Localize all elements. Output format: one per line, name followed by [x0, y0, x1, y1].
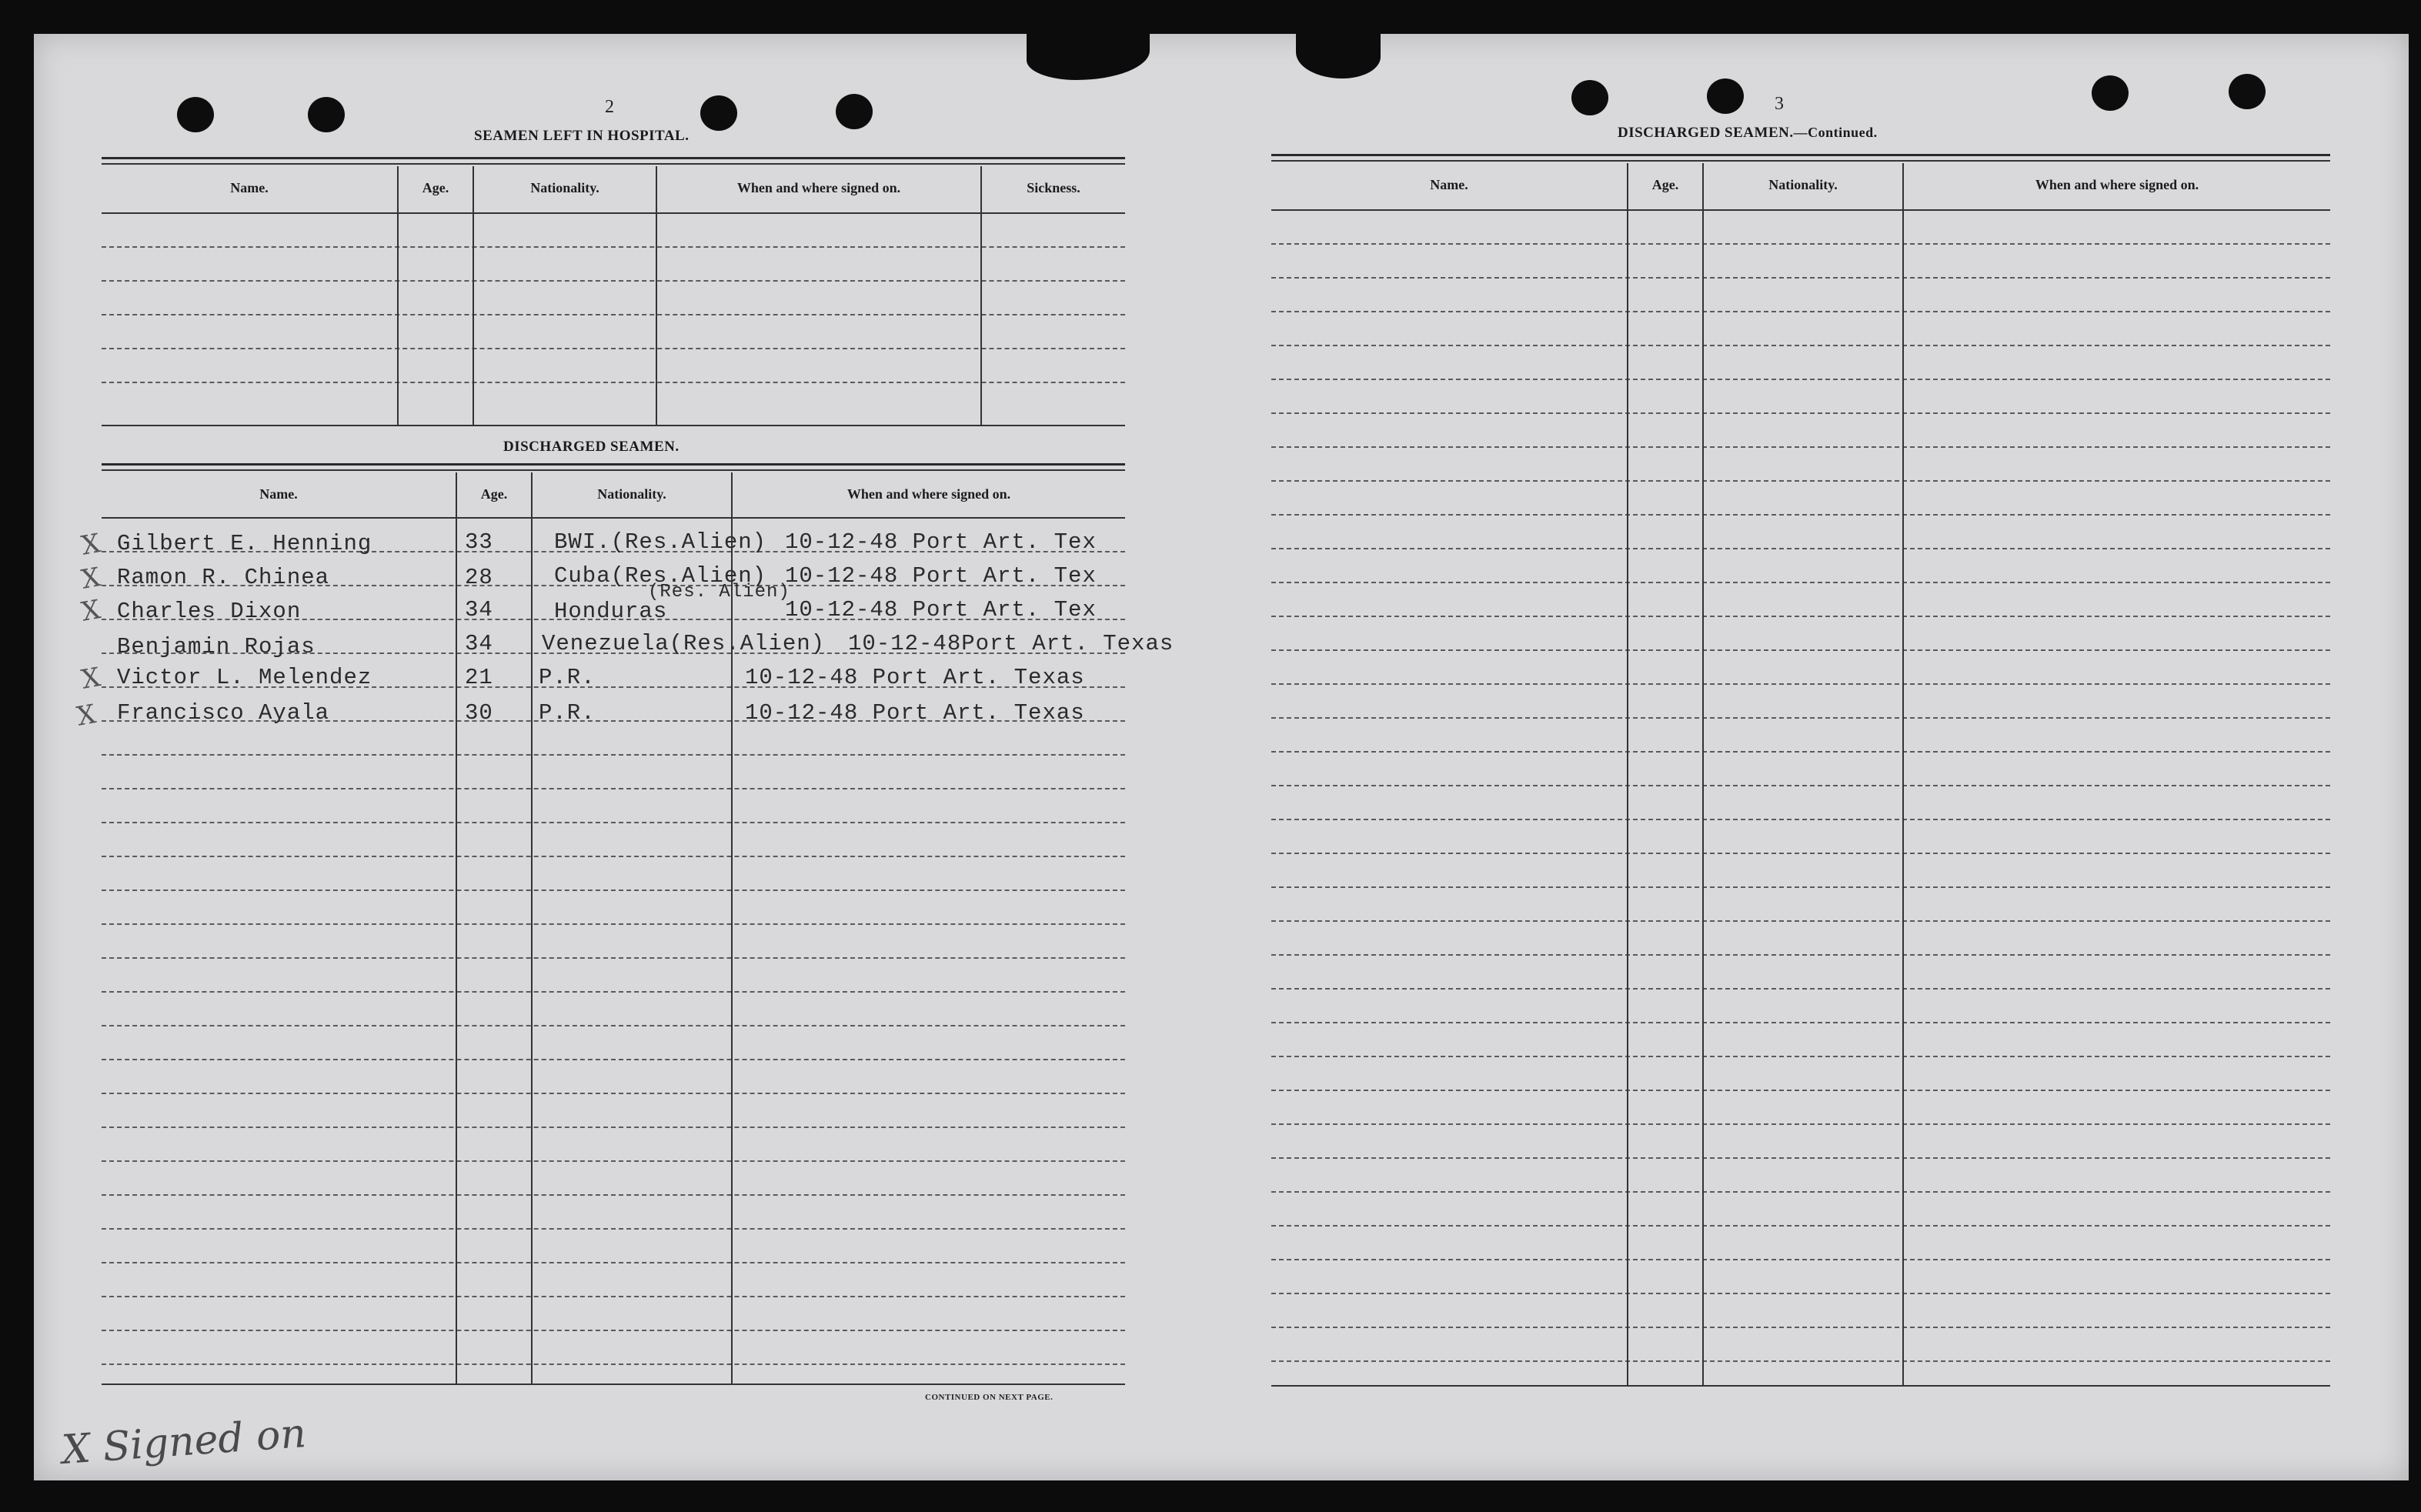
torn-edge [1027, 31, 1150, 80]
ruled-line [102, 1330, 1125, 1331]
ruled-line [102, 890, 1125, 891]
ruled-line [1271, 1225, 2330, 1227]
rule [1271, 160, 2330, 162]
punch-hole [2229, 74, 2266, 109]
ruled-line [1271, 548, 2330, 549]
document-sheet [34, 34, 2409, 1480]
ruled-line [1271, 1123, 2330, 1125]
page-number-right: 3 [1775, 94, 1784, 114]
ruled-line [1271, 446, 2330, 448]
discharged-header-age: Age. [480, 486, 508, 502]
ruled-line [1271, 1191, 2330, 1193]
discharged-header-signed-on: When and where signed on. [847, 486, 1011, 502]
ruled-line [102, 856, 1125, 857]
punch-hole [836, 94, 873, 129]
rule [102, 469, 1125, 471]
ruled-line [1271, 683, 2330, 685]
continued-title-suffix: —Continued. [1793, 125, 1878, 140]
row-age: 21 [465, 665, 493, 690]
row-nationality: Cuba(Res.Alien) [554, 563, 767, 589]
row-signed-on: 10-12-48 Port Art. Tex [785, 563, 1097, 589]
check-mark: X [78, 594, 103, 628]
column-divider [531, 472, 533, 1383]
ruled-line [1271, 616, 2330, 617]
ruled-line [102, 991, 1125, 993]
punch-hole [1571, 80, 1608, 115]
punch-hole [308, 97, 345, 132]
column-divider [980, 166, 982, 425]
punch-hole [177, 97, 214, 132]
ruled-line [102, 957, 1125, 959]
discharged-header-name: Name. [259, 486, 298, 502]
row-name: Charles Dixon [117, 599, 302, 624]
page-number-left: 2 [605, 97, 614, 117]
ruled-line [102, 1126, 1125, 1128]
column-divider [1902, 163, 1904, 1385]
rule [1271, 154, 2330, 156]
row-age: 30 [465, 700, 493, 726]
ruled-line [1271, 379, 2330, 380]
ruled-line [102, 1160, 1125, 1162]
continued-title-main: DISCHARGED SEAMEN. [1618, 125, 1794, 141]
column-divider [456, 472, 457, 1383]
ruled-line [102, 1228, 1125, 1230]
handwritten-note: X Signed on [60, 1410, 308, 1474]
ruled-line [102, 1194, 1125, 1196]
column-divider [397, 166, 399, 425]
row-signed-on: 10-12-48 Port Art. Texas [745, 700, 1085, 726]
discharged-header-nationality: Nationality. [597, 486, 666, 502]
row-name: Ramon R. Chinea [117, 565, 330, 590]
continued-footer: CONTINUED ON NEXT PAGE. [925, 1393, 1054, 1402]
ruled-line [1271, 1157, 2330, 1159]
check-mark: X [78, 528, 103, 562]
column-divider [473, 166, 474, 425]
ruled-line [102, 754, 1125, 756]
ruled-line [102, 1025, 1125, 1026]
row-signed-on: 10-12-48 Port Art. Tex [785, 597, 1097, 622]
ruled-line [102, 348, 1125, 349]
ruled-line [102, 788, 1125, 789]
ruled-line [1271, 1022, 2330, 1023]
row-name: Victor L. Melendez [117, 665, 372, 690]
ruled-line [1271, 1360, 2330, 1362]
row-nationality: BWI.(Res.Alien) [554, 529, 767, 555]
ruled-line [1271, 1090, 2330, 1091]
continued-section-title [1618, 125, 1878, 142]
rule [102, 463, 1125, 466]
right-header-signed-on: When and where signed on. [2035, 177, 2199, 192]
ruled-line [1271, 853, 2330, 854]
ruled-line [1271, 345, 2330, 346]
row-name: Gilbert E. Henning [117, 531, 372, 556]
rule [102, 1383, 1125, 1385]
row-nationality: Venezuela(Res.Alien) [542, 631, 826, 656]
row-nationality-note: (Res. Alien) [648, 582, 790, 602]
ruled-line [1271, 277, 2330, 279]
rule [102, 163, 1125, 165]
ruled-line [102, 1296, 1125, 1297]
rule [102, 425, 1125, 426]
torn-edge [1296, 31, 1381, 78]
check-mark: X [78, 562, 103, 596]
ruled-line [1271, 920, 2330, 922]
column-divider [1702, 163, 1704, 1385]
right-header-name: Name. [1430, 177, 1468, 192]
rule [1271, 209, 2330, 211]
ruled-line [102, 246, 1125, 248]
row-age: 34 [465, 631, 493, 656]
row-age: 33 [465, 529, 493, 555]
row-signed-on: 10-12-48 Port Art. Texas [745, 665, 1085, 690]
right-header-age: Age. [1651, 177, 1679, 192]
ruled-line [102, 314, 1125, 315]
row-nationality: Honduras [554, 599, 668, 624]
ruled-line [1271, 988, 2330, 990]
check-mark: X [74, 699, 99, 733]
ruled-line [102, 382, 1125, 383]
punch-hole [1707, 78, 1744, 114]
discharged-section-title: DISCHARGED SEAMEN. [503, 439, 680, 455]
column-divider [731, 472, 733, 1383]
ruled-line [1271, 514, 2330, 516]
column-divider [656, 166, 657, 425]
ruled-line [1271, 1056, 2330, 1057]
ruled-line [1271, 886, 2330, 888]
ruled-line [1271, 751, 2330, 753]
row-name: Francisco Ayala [117, 700, 330, 726]
ruled-line [102, 923, 1125, 925]
ruled-line [1271, 582, 2330, 583]
right-header-nationality: Nationality. [1768, 177, 1838, 192]
ruled-line [1271, 954, 2330, 956]
column-divider [1627, 163, 1628, 1385]
ruled-line [1271, 412, 2330, 414]
punch-hole [2092, 75, 2129, 111]
hospital-header-nationality: Nationality. [530, 180, 599, 195]
ruled-line [102, 280, 1125, 282]
row-nationality: P.R. [539, 665, 596, 690]
hospital-section-title: SEAMEN LEFT IN HOSPITAL. [474, 128, 690, 144]
check-mark: X [78, 662, 103, 696]
row-signed-on: 10-12-48 Port Art. Tex [785, 529, 1097, 555]
hospital-header-sickness: Sickness. [1027, 180, 1080, 195]
row-age: 28 [465, 565, 493, 590]
ruled-line [1271, 243, 2330, 245]
ruled-line [102, 1262, 1125, 1263]
rule [102, 517, 1125, 519]
row-nationality: P.R. [539, 700, 596, 726]
punch-hole [700, 95, 737, 131]
ruled-line [1271, 1293, 2330, 1294]
rule [1271, 1385, 2330, 1387]
hospital-header-age: Age. [422, 180, 449, 195]
ruled-line [102, 822, 1125, 823]
ruled-line [1271, 819, 2330, 820]
ruled-line [1271, 649, 2330, 651]
ruled-line [1271, 1327, 2330, 1328]
ruled-line [102, 1059, 1125, 1060]
hospital-header-name: Name. [230, 180, 269, 195]
ruled-line [102, 1093, 1125, 1094]
ruled-line [1271, 1259, 2330, 1260]
ruled-line [1271, 311, 2330, 312]
row-name: Benjamin Rojas [117, 634, 316, 659]
rule [102, 157, 1125, 159]
ruled-line [1271, 717, 2330, 719]
rule [102, 212, 1125, 214]
row-age: 34 [465, 597, 493, 622]
ruled-line [1271, 480, 2330, 482]
ruled-line [102, 1363, 1125, 1365]
hospital-header-signed-on: When and where signed on. [736, 180, 901, 195]
ruled-line [1271, 785, 2330, 786]
row-signed-on: 10-12-48Port Art. Texas [848, 631, 1174, 656]
